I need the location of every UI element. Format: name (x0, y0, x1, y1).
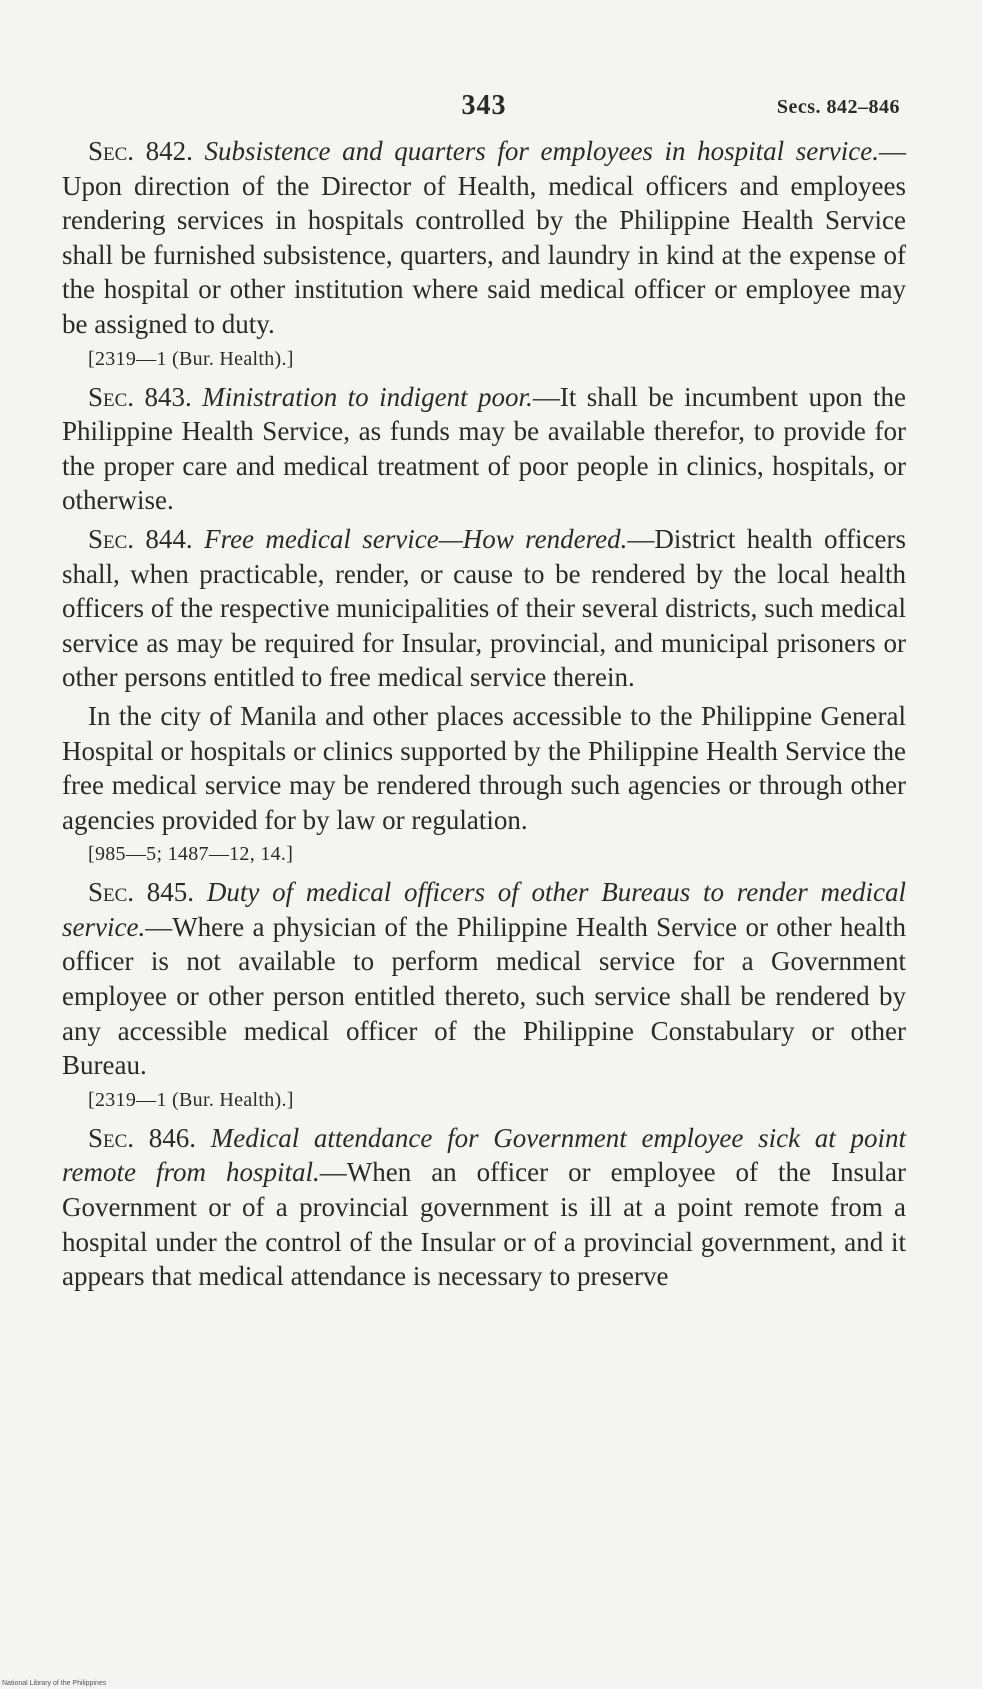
section-text: —When an officer or employee of the Insular Government or of a provincial government is ill at a point remote from a hospital under the control of the Insular or of a provincial government, and it appears that medical attendance is necessary to preserve (62, 1157, 906, 1292)
section-label: Sec. 845. (88, 877, 195, 908)
document-page (62, 80, 906, 1294)
sections-range: Secs. 842–846 (776, 96, 900, 118)
section-heading: Duty of medical officers of other Bureaus to render medical service. (62, 877, 907, 942)
page-header (62, 80, 906, 134)
section-844 (62, 522, 906, 695)
section-heading: Ministration to indigent poor. (202, 381, 533, 412)
section-845 (62, 875, 906, 1083)
footer-attribution: National Library of the Philippines (2, 1680, 107, 1687)
section-846 (62, 1121, 906, 1294)
section-label: Sec. 846. (88, 1122, 197, 1153)
section-heading: Medical attendance for Government employee sick at point remote from hospital. (62, 1122, 907, 1188)
citation-845: [2319—1 (Bur. Health).] (88, 1088, 294, 1111)
section-label: Sec. 842. (88, 136, 193, 166)
section-844-paragraph-2: In the city of Manila and other places accessible to the Philippine General Hospital or hospitals or clinics supported by the Philippine Health Service the free medical service may be rendered through such agencies or through other agencies provided for by law or regulation. (62, 700, 906, 835)
section-heading: Subsistence and quarters for employees in hospital service. (204, 136, 880, 166)
section-text: —It shall be incumbent upon the Philippine Health Service, as funds may be available therefor, to provide for the proper care and medical treatment of poor people in clinics, hospitals, or otherwise. (62, 381, 906, 516)
section-label: Sec. 843. (88, 381, 192, 412)
page-number: 343 (461, 90, 507, 121)
section-text: —Where a physician of the Philippine Health Service or other health officer is not available to perform medical service for a Government employee or other person entitled thereto, such service shall be rendered by any accessible medical officer of the Philippine Constabulary or other Bureau. (62, 911, 906, 1081)
section-heading: Free medical service—How rendered. (204, 523, 628, 554)
citation-842: [2319—1 (Bur. Health).] (88, 347, 294, 370)
section-label: Sec. 844. (88, 523, 193, 554)
section-843 (62, 380, 906, 518)
citation-844: [985—5; 1487—12, 14.] (88, 843, 294, 866)
section-text: —District health officers shall, when practicable, render, or cause to be rendered by the local health officers of the respective municipalities of their several districts, such medical service as may be required for Insular, provincial, and municipal prisoners or other persons entitled to free medical service therein. (62, 523, 907, 693)
section-842 (62, 134, 906, 342)
section-text: —Upon direction of the Director of Health, medical officers and employees rendering services in hospitals controlled by the Philippine Health Service shall be furnished subsistence, quarters, and laundry in kind at the expense of the hospital or other institution where said medical officer or employee may be assigned to duty. (62, 136, 907, 339)
